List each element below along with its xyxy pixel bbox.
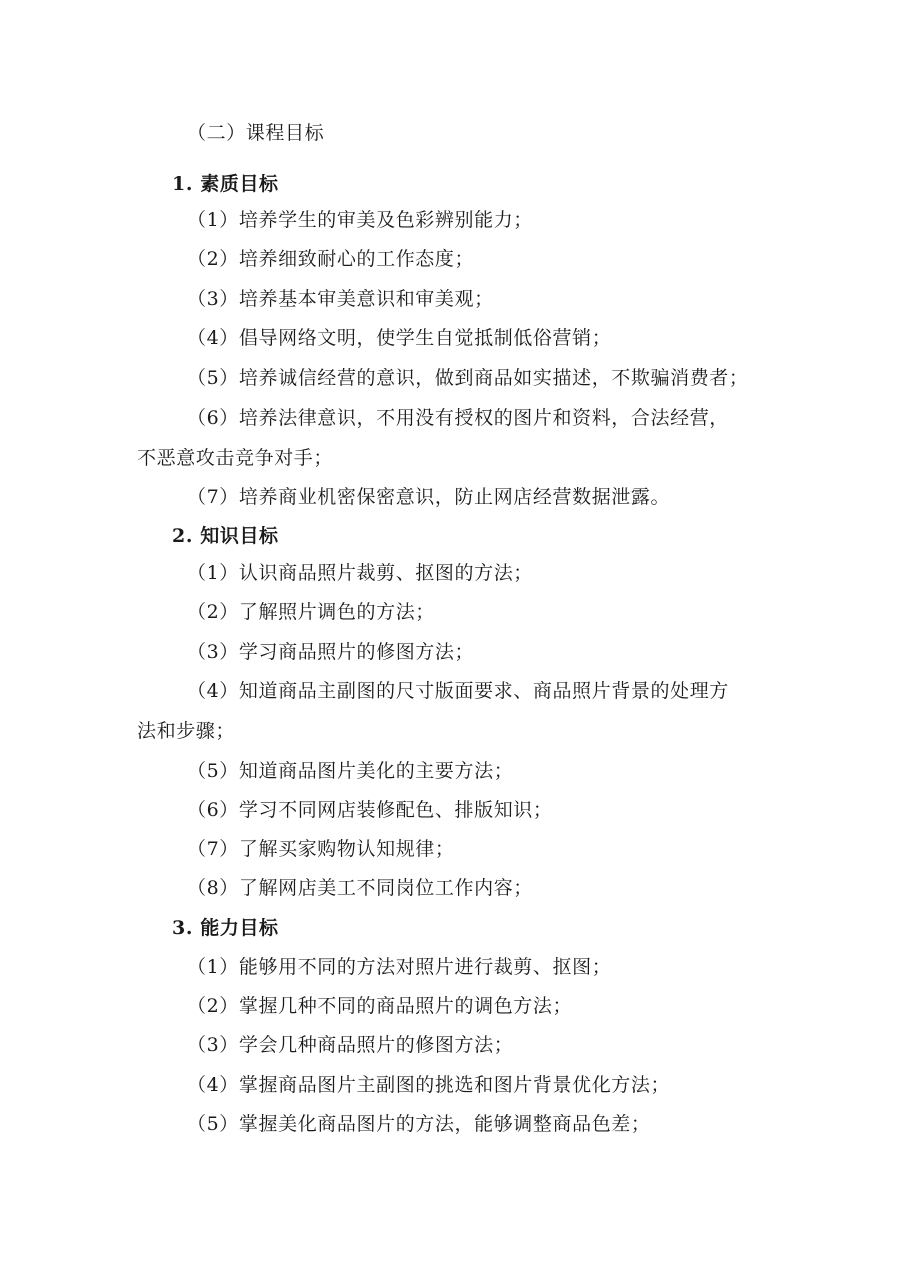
list-item-continuation: 不恶意攻击竞争对手；	[137, 447, 334, 469]
list-item: （2）培养细致耐心的工作态度；	[187, 248, 475, 270]
list-item: （2）掌握几种不同的商品照片的调色方法；	[187, 995, 573, 1017]
list-item: （3）培养基本审美意识和审美观；	[187, 288, 494, 310]
list-item: （4）掌握商品图片主副图的挑选和图片背景优化方法；	[187, 1074, 671, 1096]
list-item: （5）知道商品图片美化的主要方法；	[187, 760, 514, 782]
list-item: （2）了解照片调色的方法；	[187, 601, 435, 623]
list-item: （8）了解网店美工不同岗位工作内容；	[187, 877, 533, 899]
list-item: （1）培养学生的审美及色彩辨别能力；	[187, 209, 533, 231]
list-item: （1）能够用不同的方法对照片进行裁剪、抠图；	[187, 956, 612, 978]
list-item: （4）倡导网络文明，使学生自觉抵制低俗营销；	[187, 327, 612, 349]
list-item: （5）掌握美化商品图片的方法，能够调整商品色差；	[187, 1113, 651, 1135]
list-item: （1）认识商品照片裁剪、抠图的方法；	[187, 562, 533, 584]
list-item: （3）学会几种商品照片的修图方法；	[187, 1034, 514, 1056]
section-title: （二）课程目标	[187, 122, 325, 144]
list-item: （6）培养法律意识，不用没有授权的图片和资料，合法经营，	[187, 407, 729, 429]
list-item: （7）了解买家购物认知规律；	[187, 838, 455, 860]
list-item-continuation: 法和步骤；	[137, 720, 236, 742]
list-item: （5）培养诚信经营的意识，做到商品如实描述，不欺骗消费者；	[187, 367, 749, 389]
heading-ability-goals: 3. 能力目标	[172, 917, 279, 939]
list-item: （3）学习商品照片的修图方法；	[187, 641, 475, 663]
heading-knowledge-goals: 2. 知识目标	[172, 525, 279, 547]
list-item: （4）知道商品主副图的尺寸版面要求、商品照片背景的处理方	[187, 680, 729, 702]
heading-quality-goals: 1. 素质目标	[172, 173, 279, 195]
list-item: （7）培养商业机密保密意识，防止网店经营数据泄露。	[187, 486, 671, 508]
list-item: （6）学习不同网店装修配色、排版知识；	[187, 799, 553, 821]
